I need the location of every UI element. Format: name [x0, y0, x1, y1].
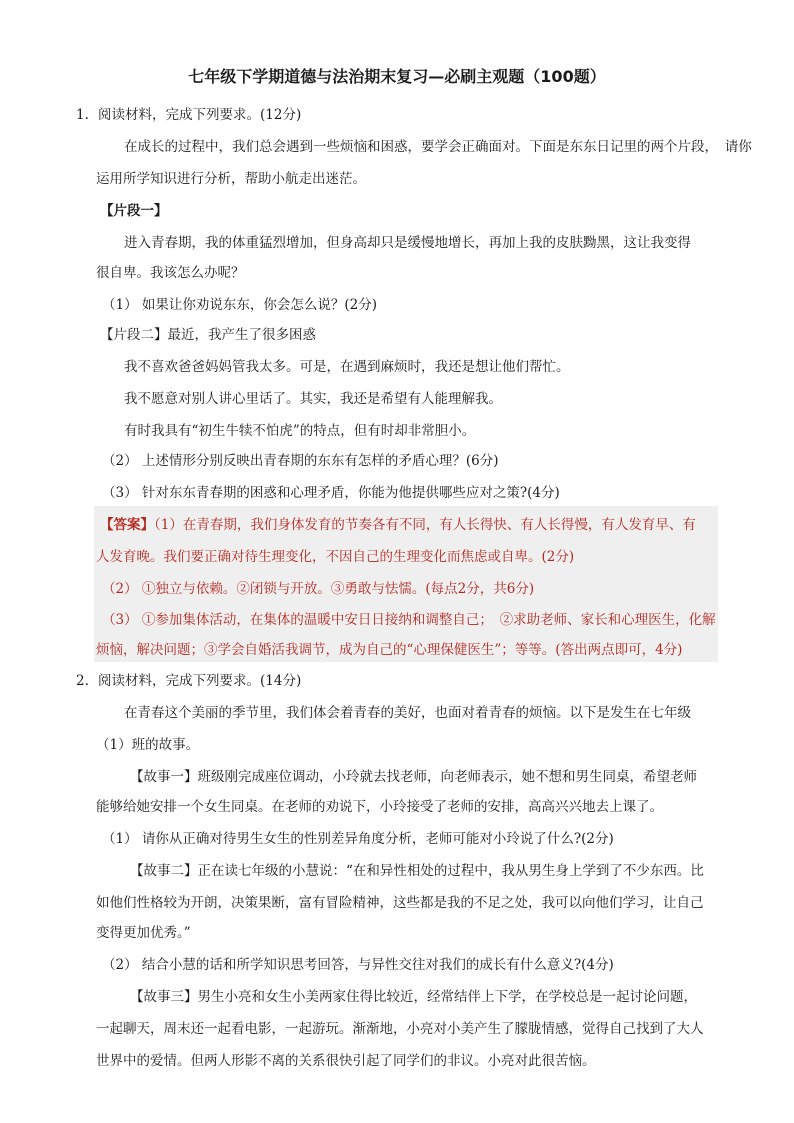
answer-1-line-2: 人发育晚。我们要正确对待生理变化，不因自己的生理变化而焦虑或自卑。(2分)	[96, 549, 575, 565]
q2-story-2-line-2: 如他们性格较为开朗，决策果断，富有冒险精神，这些都是我的不足之处，我可以向他们学习，让自己	[96, 895, 704, 911]
q2-story-1-line-2: 能够给她安排一个女生同桌。在老师的劝说下，小玲接受了老师的安排，高高兴兴地去上课了。	[96, 799, 663, 815]
answer-label: 【答案】	[100, 517, 154, 533]
answer-2: （2） ①独立与依赖。②闭锁与开放。③勇敢与怯懦。(每点2分，共6分)	[102, 581, 535, 597]
q1-segment-2-line-2: 我不愿意对别人讲心里话了。其实，我还是希望有人能理解我。	[124, 391, 502, 407]
q1-segment-1-line-1: 进入青春期，我的体重猛烈增加，但身高却只是缓慢地增长，再加上我的皮肤黝黑，这让我变得	[124, 235, 691, 251]
q2-story-2-line-1: 【故事二】正在读七年级的小慧说：“在和异性相处的过程中，我从男生身上学到了不少东西。比	[130, 863, 704, 879]
answer-1-line-1	[100, 516, 696, 534]
q2-story-2-line-3: 变得更加优秀。”	[96, 925, 191, 941]
answer-3-line-2: 烦恼，解决问题；③学会自婚活我调节，成为自己的“心理保健医生”；等等。(答出两点即可，4分)	[96, 642, 683, 658]
q1-subquestion-1: （1） 如果让你劝说东东，你会怎么说？(2分)	[102, 297, 378, 313]
q1-segment-1-title: 【片段一】	[100, 203, 168, 219]
question-1-prompt: 阅读材料，完成下列要求。(12分)	[98, 107, 302, 123]
q2-intro-line-2: （1）班的故事。	[96, 737, 200, 753]
q2-story-3-line-1: 【故事三】男生小亮和女生小美两家住得比较近，经常结伴上下学，在学校总是一起讨论问题，	[130, 989, 697, 1005]
q1-intro-line-2: 运用所学知识进行分析，帮助小航走出迷茫。	[96, 171, 366, 187]
q2-subquestion-2: （2） 结合小慧的话和所学知识思考回答，与异性交往对我们的成长有什么意义?(4分)	[102, 957, 614, 973]
q1-subquestion-3: （3） 针对东东青春期的困惑和心理矛盾，你能为他提供哪些应对之策?(4分)	[102, 485, 560, 501]
q2-story-3-line-2: 一起聊天，周末还一起看电影，一起游玩。渐渐地，小亮对小美产生了朦胧情感，觉得自己找到了大人	[96, 1021, 704, 1037]
q1-segment-2-line-3: 有时我具有“初生牛犊不怕虎”的特点，但有时却非常胆小。	[124, 423, 476, 439]
q2-subquestion-1: （1） 请你从正确对待男生女生的性别差异角度分析，老师可能对小玲说了什么?(2分)	[102, 831, 614, 847]
question-1-number: 1.	[76, 107, 89, 123]
page-title: 七年级下学期道德与法治期末复习—必刷主观题（100题）	[188, 67, 606, 86]
question-2-prompt: 阅读材料，完成下列要求。(14分)	[98, 673, 302, 689]
q1-segment-2-title: 【片段二】最近，我产生了很多困惑	[100, 327, 316, 343]
answer-3-line-1: （3） ①参加集体活动，在集体的温暖中安日日接纳和调整自己； ②求助老师、家长和心理医生，化解	[102, 612, 716, 628]
q2-intro-line-1: 在青春这个美丽的季节里，我们体会着青春的美好，也面对着青春的烦恼。以下是发生在七年级	[124, 705, 691, 721]
q1-segment-2-line-1: 我不喜欢爸爸妈妈管我太多。可是，在遇到麻烦时，我还是想让他们帮忙。	[124, 359, 570, 375]
q1-subquestion-2: （2） 上述情形分别反映出青春期的东东有怎样的矛盾心理？(6分)	[102, 453, 499, 469]
q2-story-3-line-3: 世界中的爱情。但两人形影不离的关系很快引起了同学们的非议。小亮对此很苦恼。	[96, 1053, 596, 1069]
q1-intro-line-1: 在成长的过程中，我们总会遇到一些烦恼和困惑，要学会正确面对。下面是东东日记里的两个片段， 请你	[124, 139, 752, 155]
q2-story-1-line-1: 【故事一】班级刚完成座位调动，小玲就去找老师，向老师表示，她不想和男生同桌，希望老师	[130, 769, 697, 785]
question-2-number: 2.	[76, 673, 89, 689]
q1-segment-1-line-2: 很自卑。我该怎么办呢？	[96, 265, 245, 281]
answer-1-text: （1）在青春期，我们身体发育的节奏各有不同，有人长得快、有人长得慢，有人发育早、有	[154, 517, 696, 533]
